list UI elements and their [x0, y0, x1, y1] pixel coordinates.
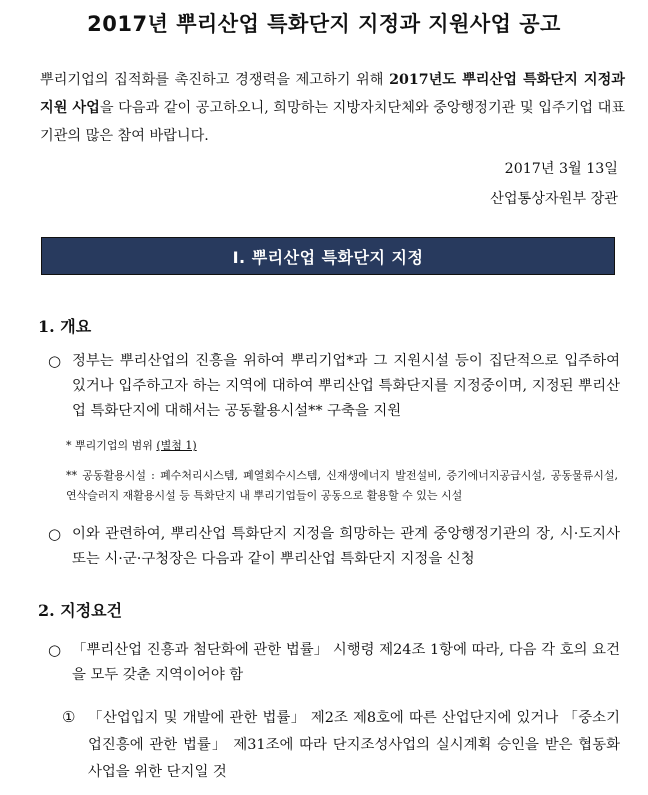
footnote-mark: **	[66, 469, 77, 482]
footnote-2-text: 공동활용시설 : 폐수처리시스템, 폐열회수시스템, 신재생에너지 발전설비, 증기에너지공급시설, 공동물류시설, 연삭슬러지 재활용시설 등 특화단지 내 뿌리기업들이 공동으로 활용할 수 있는 시설	[66, 469, 618, 502]
intro-bold-text: 2017년도 뿌리산업 특화단지 지정과 지원 사업	[40, 72, 625, 116]
circled-number-icon: ①	[62, 708, 76, 726]
page-title: 2017년 뿌리산업 특화단지 지정과 지원사업 공고	[87, 12, 561, 36]
footnote-2	[66, 466, 618, 506]
intro-text-2: 을 다음과 같이 공고하오니, 희망하는 지방자치단체와 중앙행정기관 및 입주기업 대표기관의 많은 참여 바랍니다.	[40, 100, 626, 144]
requirements-bullet-1: 「뿌리산업 진흥과 첨단화에 관한 법률」 시행령 제24조 1항에 따라, 다음 각 호의 요건을 모두 갖춘 지역이어야 함	[72, 642, 620, 683]
section-1-heading: 1. 개요	[38, 317, 92, 336]
footnote-1	[66, 436, 616, 456]
section-banner: Ⅰ. 뿌리산업 특화단지 지정	[41, 237, 615, 275]
overview-bullet-2: 이와 관련하여, 뿌리산업 특화단지 지정을 희망하는 관계 중앙행정기관의 장, 시·도지사 또는 시·군·구청장은 다음과 같이 뿌리산업 특화단지 지정을 신청	[72, 526, 620, 567]
requirement-item-1: 「산업입지 및 개발에 관한 법률」 제2조 제8호에 따른 산업단지에 있거나 「중소기업진흥에 관한 법률」 제31조에 따라 단지조성사업의 실시계획 승인을 받은 협동화사업을 위한 단지일 것	[88, 710, 620, 780]
bullet-circle-icon: ○	[48, 641, 62, 659]
intro-paragraph	[40, 66, 625, 150]
section-2-heading: 2. 지정요건	[38, 601, 123, 620]
appendix-1-link[interactable]: (별첨 1)	[156, 439, 197, 452]
bullet-circle-icon: ○	[48, 352, 62, 370]
footnote-mark: *	[66, 439, 72, 452]
signer: 산업통상자원부 장관	[490, 191, 618, 207]
intro-text-1: 뿌리기업의 집적화를 촉진하고 경쟁력을 제고하기 위해	[40, 72, 390, 88]
footnote-1-text: 뿌리기업의 범위	[71, 439, 157, 452]
bullet-circle-icon: ○	[48, 525, 62, 543]
announcement-date: 2017년 3월 13일	[504, 161, 618, 177]
overview-bullet-1: 정부는 뿌리산업의 진흥을 위하여 뿌리기업*과 그 지원시설 등이 집단적으로 입주하여 있거나 입주하고자 하는 지역에 대하여 뿌리산업 특화단지를 지정중이며, 지정된 뿌리산업 특화단지에 대해서는 공동활용시설** 구축을 지원	[72, 353, 620, 419]
